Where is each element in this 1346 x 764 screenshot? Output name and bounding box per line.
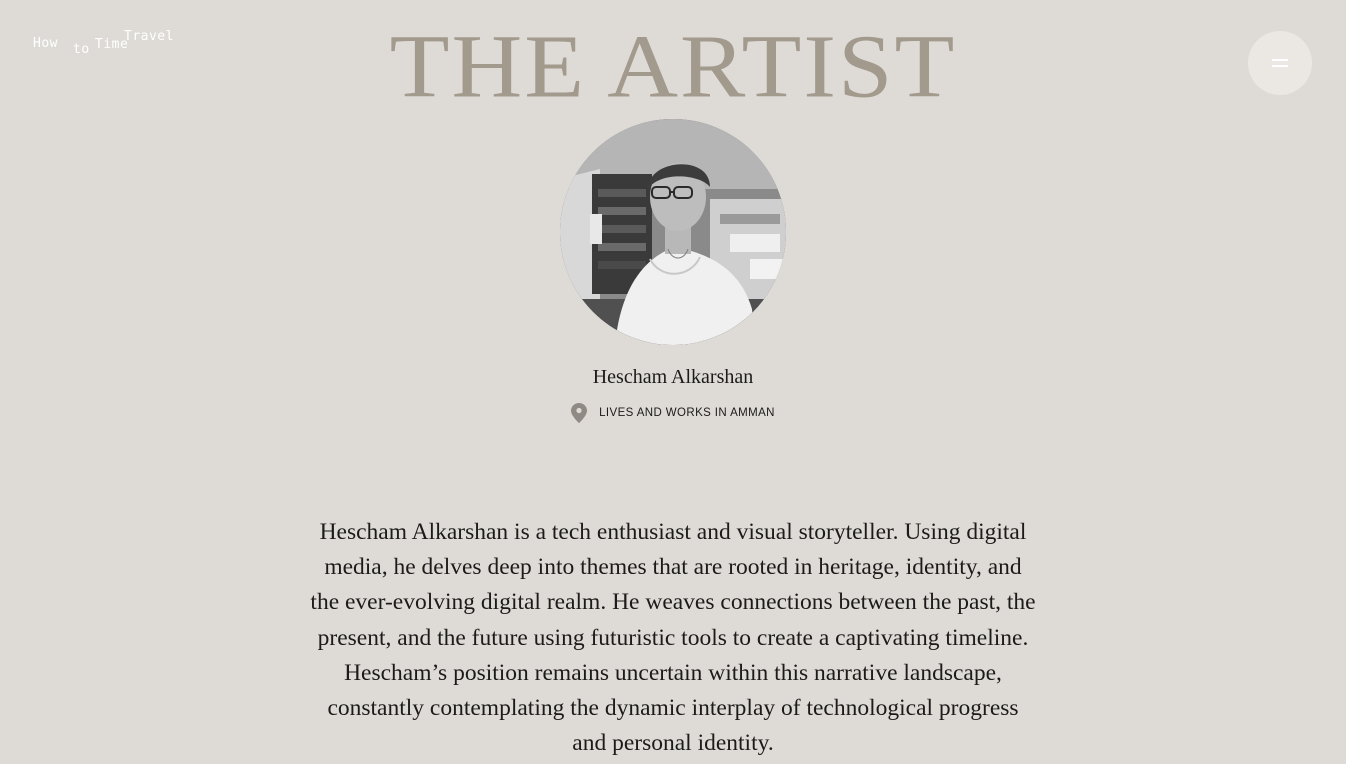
- menu-button[interactable]: [1248, 31, 1312, 95]
- logo-word: to: [73, 42, 90, 57]
- logo-word: How: [33, 36, 58, 51]
- location-pin-icon: [571, 403, 587, 423]
- location-text: LIVES AND WORKS IN AMMAN: [599, 407, 775, 419]
- page-title: THE ARTIST: [389, 17, 957, 117]
- artist-bio: Hescham Alkarshan is a tech enthusiast and visual storyteller. Using digital media, he delves deep into themes that are rooted in heritage, identity, and the ever-evolving digital realm. He weaves connections between the past, the present, and the future using futuristic tools to create a captivating timeline. Hescham’s position remains uncertain within this narrative landscape, constantly contemplating the dynamic interplay of technological progress and personal identity.: [310, 519, 1036, 757]
- logo-word: Time: [95, 37, 129, 52]
- logo-word: Travel: [124, 29, 174, 44]
- artist-name: Hescham Alkarshan: [592, 366, 754, 388]
- artist-location: [0, 403, 1346, 423]
- artist-portrait: [560, 119, 786, 345]
